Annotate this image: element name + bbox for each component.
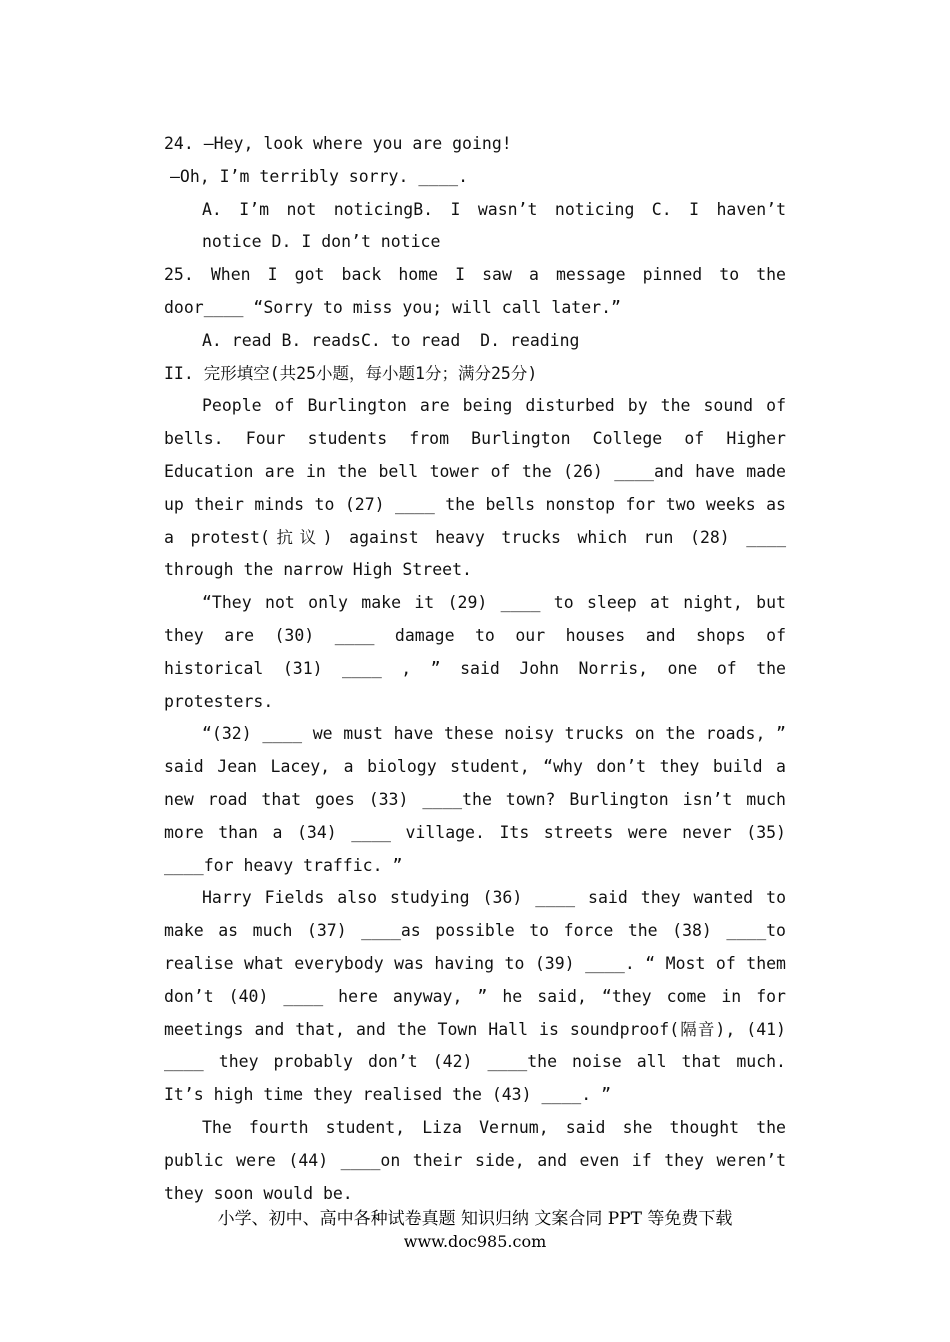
footer-website: www.doc985.com <box>403 1232 547 1251</box>
passage-paragraph-2: “They not only make it (29) ____ to sleep at night, but they are (30) ____ damage to our houses and shops of historical (31) ____ , ” said John Norris, one of the protesters. <box>164 593 786 711</box>
question-24-stem: 24. —Hey, look where you are going! <box>164 134 512 153</box>
passage-paragraph-5: The fourth student, Liza Vernum, said she thought the public were (44) ____on their side, and even if they weren’t they soon would be. <box>164 1117 786 1203</box>
passage-paragraph-1: People of Burlington are being disturbed by the sound of bells. Four students from Burlington College of Higher Education are in the bell tower of the (26) ____and have made up their minds to (27) ____ the bells nonstop for two weeks as a protest(抗议) against heavy trucks which run (28) ____ through the narrow High Street. <box>164 396 786 580</box>
document-body <box>164 128 786 1210</box>
section-heading: II. 完形填空(共25小题，每小题1分；满分25分) <box>164 363 538 383</box>
question-24-options: A. I’m not noticingB. I wasn’t noticing C. I haven’t notice D. I don’t notice <box>202 199 786 252</box>
question-25-options: A. read B. readsC. to read D. reading <box>202 330 580 350</box>
question-24-reply: —Oh, I’m terribly sorry. ____. <box>170 166 469 186</box>
page-footer <box>0 1206 950 1252</box>
question-25-stem: 25. When I got back home I saw a message pinned to the door____ “Sorry to miss you; will call later.” <box>164 265 786 317</box>
footer-promo-text: 小学、初中、高中各种试卷真题 知识归纳 文案合同 PPT 等免费下载 <box>217 1209 733 1229</box>
passage-paragraph-4: Harry Fields also studying (36) ____ said they wanted to make as much (37) ____as possible to force the (38) ____to realise what everybody was having to (39) ____. “ Most of them don’t (40) ____ here anyway, ” he said, “they come in for meetings and that, and the Town Hall is soundproof(隔音), (41) ____ they probably don’t (42) ____the noise all that much. It’s high time they realised the (43) ____. ” <box>164 888 786 1105</box>
passage-paragraph-3: “(32) ____ we must have these noisy trucks on the roads, ” said Jean Lacey, a biology student, “why don’t they build a new road that goes (33) ____the town? Burlington isn’t much more than a (34) ____ village. Its streets were never (35) ____for heavy traffic. ” <box>164 724 786 875</box>
